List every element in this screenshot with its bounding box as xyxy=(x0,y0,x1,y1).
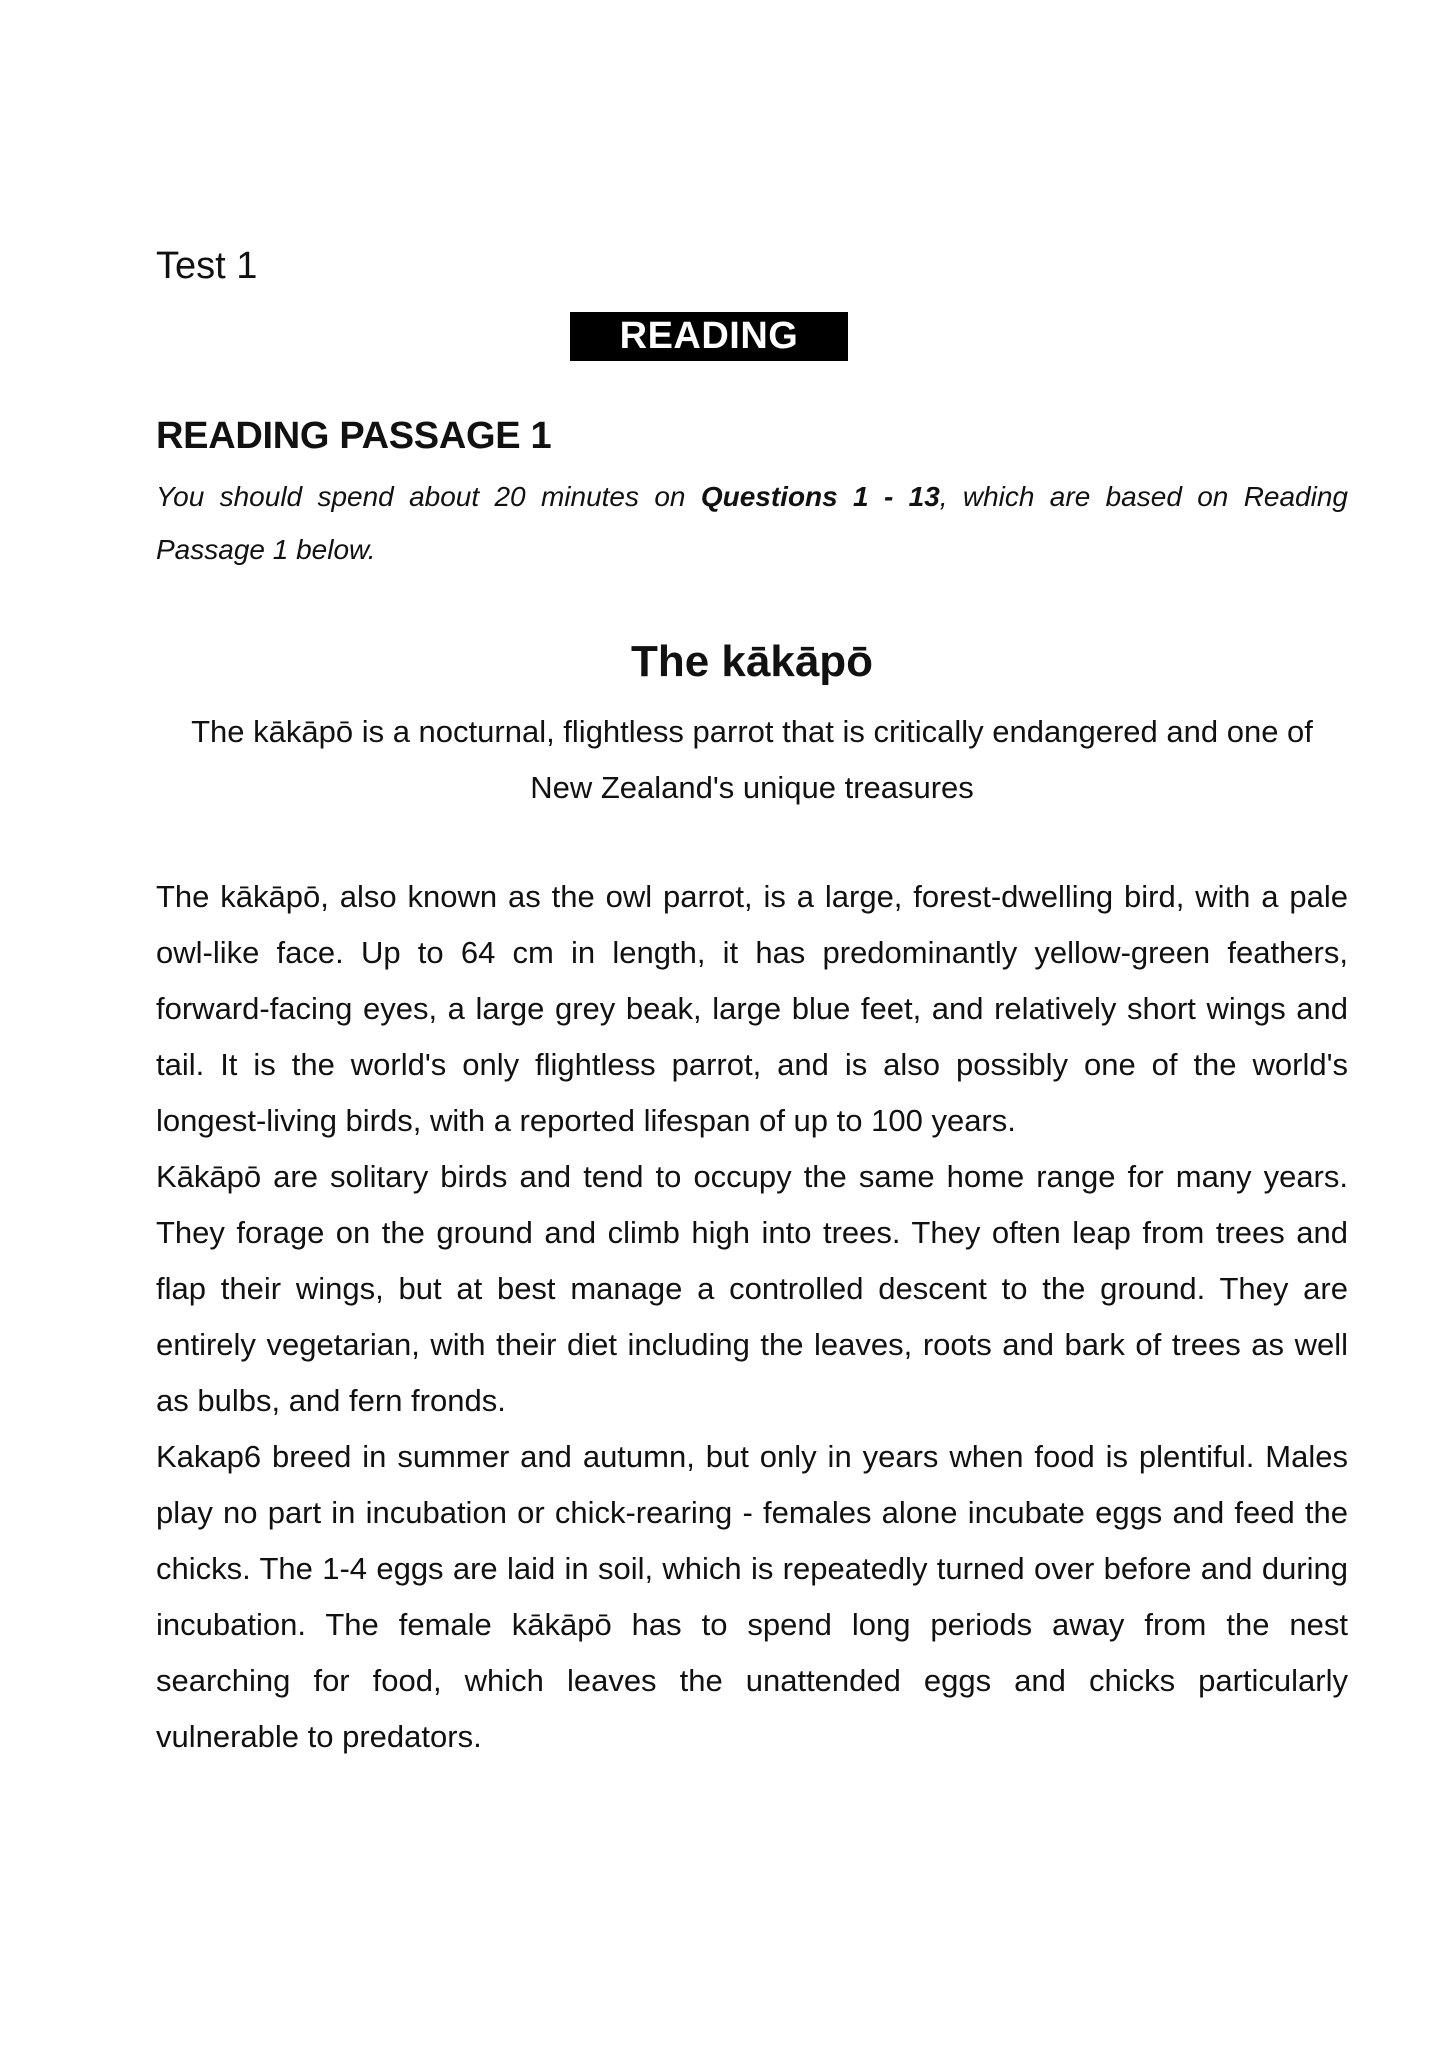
instruction-text xyxy=(156,470,1348,576)
instruction-questions: Questions 1 - 13 xyxy=(700,481,940,512)
article-subtitle: The kākāpō is a nocturnal, flightless parrot that is critically endangered and one of New Zealand's unique treasures xyxy=(191,714,1313,805)
article-body xyxy=(156,869,1348,1765)
test-label: Test 1 xyxy=(156,245,258,287)
article-title: The kākāpō xyxy=(630,637,874,686)
passage-title: READING PASSAGE 1 xyxy=(156,415,552,457)
instruction-tail: , which are based on Reading Passage 1 below. xyxy=(156,481,1348,565)
article-paragraph-3: Kakap6 breed in summer and autumn, but only in years when food is plentiful. Males play no part in incubation or chick-rearing - females alone incubate eggs and feed the chicks. The 1-4 eggs are laid in soil, which is repeatedly turned over before and during incubation. The female kākāpō has to spend long periods away from the nest searching for food, which leaves the unattended eggs and chicks particularly vulnerable to predators. xyxy=(156,1439,1348,1754)
article-paragraph-1: The kākāpō, also known as the owl parrot, is a large, forest-dwelling bird, with a pale owl-like face. Up to 64 cm in length, it has predominantly yellow-green feathers, forward-facing eyes, a large grey beak, large blue feet, and relatively short wings and tail. It is the world's only flightless parrot, and is also possibly one of the world's longest-living birds, with a reported lifespan of up to 100 years. xyxy=(156,879,1348,1138)
reading-banner: READING xyxy=(570,312,848,361)
instruction-lead: You should spend about 20 minutes on xyxy=(156,481,701,512)
article-paragraph-2: Kākāpō are solitary birds and tend to occupy the same home range for many years. They forage on the ground and climb high into trees. They often leap from trees and flap their wings, but at best manage a controlled descent to the ground. They are entirely vegetarian, with their diet including the leaves, roots and bark of trees as well as bulbs, and fern fronds. xyxy=(156,1159,1348,1418)
